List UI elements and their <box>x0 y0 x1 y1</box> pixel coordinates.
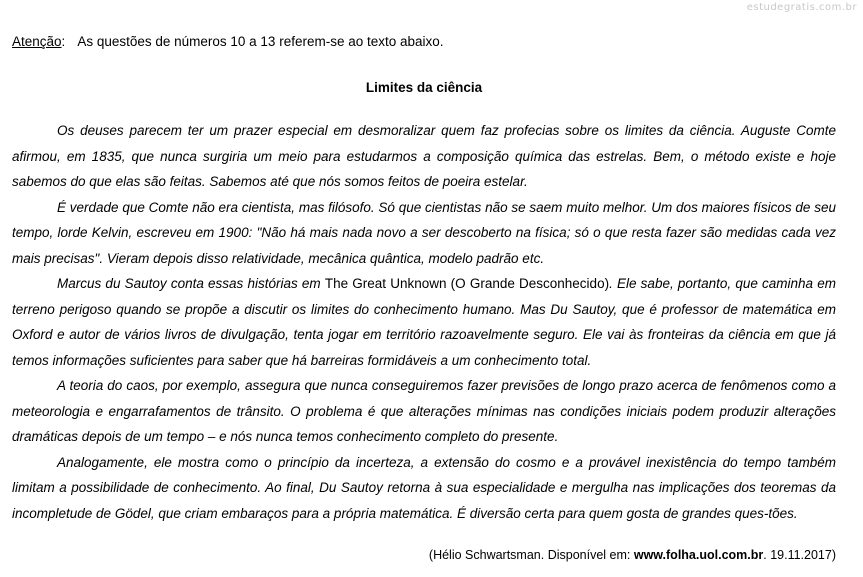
paragraph-1: Os deuses parecem ter um prazer especial em desmoralizar quem faz profecias sobre os limites da ciência. Auguste Comte afirmou, em 1835, que nunca surgiria um meio para estudarmos a composição química das estrelas. Bem, o método existe e hoje sabemos do que elas são feitas. Sabemos até que nós somos feitos de poeira estelar. <box>12 123 836 189</box>
paragraph-3-end: . Ele sabe, portanto, que caminha em terreno perigoso quando se propõe a discutir os limites do conhecimento humano. Mas Du Sautoy, que é professor de matemática em Oxford e autor de vários livros de divulgação, tenta jogar em território razoavelmente seguro. Ele vai às fronteiras da ciência em que já temos informações suficientes para saber que há barreiras formidáveis a um conhecimento total. <box>12 276 836 368</box>
attention-label: Atenção <box>12 34 62 49</box>
text-title: Limites da ciência <box>365 80 483 95</box>
watermark: estudegratis.com.br <box>746 2 857 13</box>
source-suffix: . 19.11.2017) <box>763 548 836 562</box>
paragraph-4: A teoria do caos, por exemplo, assegura que nunca conseguiremos fazer previsões de longo prazo acerca de fenômenos como a meteorologia e engarrafamentos de trânsito. O problema é que alterações mínimas nas condições iniciais podem produzir alterações dramáticas depois de um tempo – e nós nunca temos conhecimento completo do presente. <box>12 378 836 444</box>
source-citation <box>429 546 836 564</box>
paragraph-2: É verdade que Comte não era cientista, mas filósofo. Só que cientistas não se saem muito melhor. Um dos maiores físicos de seu tempo, lorde Kelvin, escreveu em 1900: "Não há mais nada novo a ser descoberto na física; só o que resta fazer são medidas cada vez mais precisas". Vieram depois disso relatividade, mecânica quântica, modelo padrão etc. <box>12 199 836 266</box>
attention-note <box>12 33 444 51</box>
source-prefix: (Hélio Schwartsman. Disponível em: <box>428 548 634 562</box>
paragraph-3 <box>12 271 836 373</box>
paragraph-3-start: Marcus du Sautoy conta essas histórias em <box>57 276 325 291</box>
article-body <box>12 118 836 526</box>
paragraph-5: Analogamente, ele mostra como o princípio da incerteza, a extensão do cosmo e a provável inexistência do tempo também limitam a possibilidade de conhecimento. Ao final, Du Sautoy retorna à sua especialidade e mergulha nas implicações dos teoremas da incompletude de Gödel, que criam embaraços para a própria matemática. É diversão certa para quem gosta de grandes ques-tões. <box>12 454 836 521</box>
attention-text: As questões de números 10 a 13 referem-se ao texto abaixo. <box>77 34 444 49</box>
book-title: The Great Unknown (O Grande Desconhecido) <box>324 276 610 291</box>
attention-colon: : <box>61 34 66 49</box>
source-site: www.folha.uol.com.br <box>633 548 764 562</box>
